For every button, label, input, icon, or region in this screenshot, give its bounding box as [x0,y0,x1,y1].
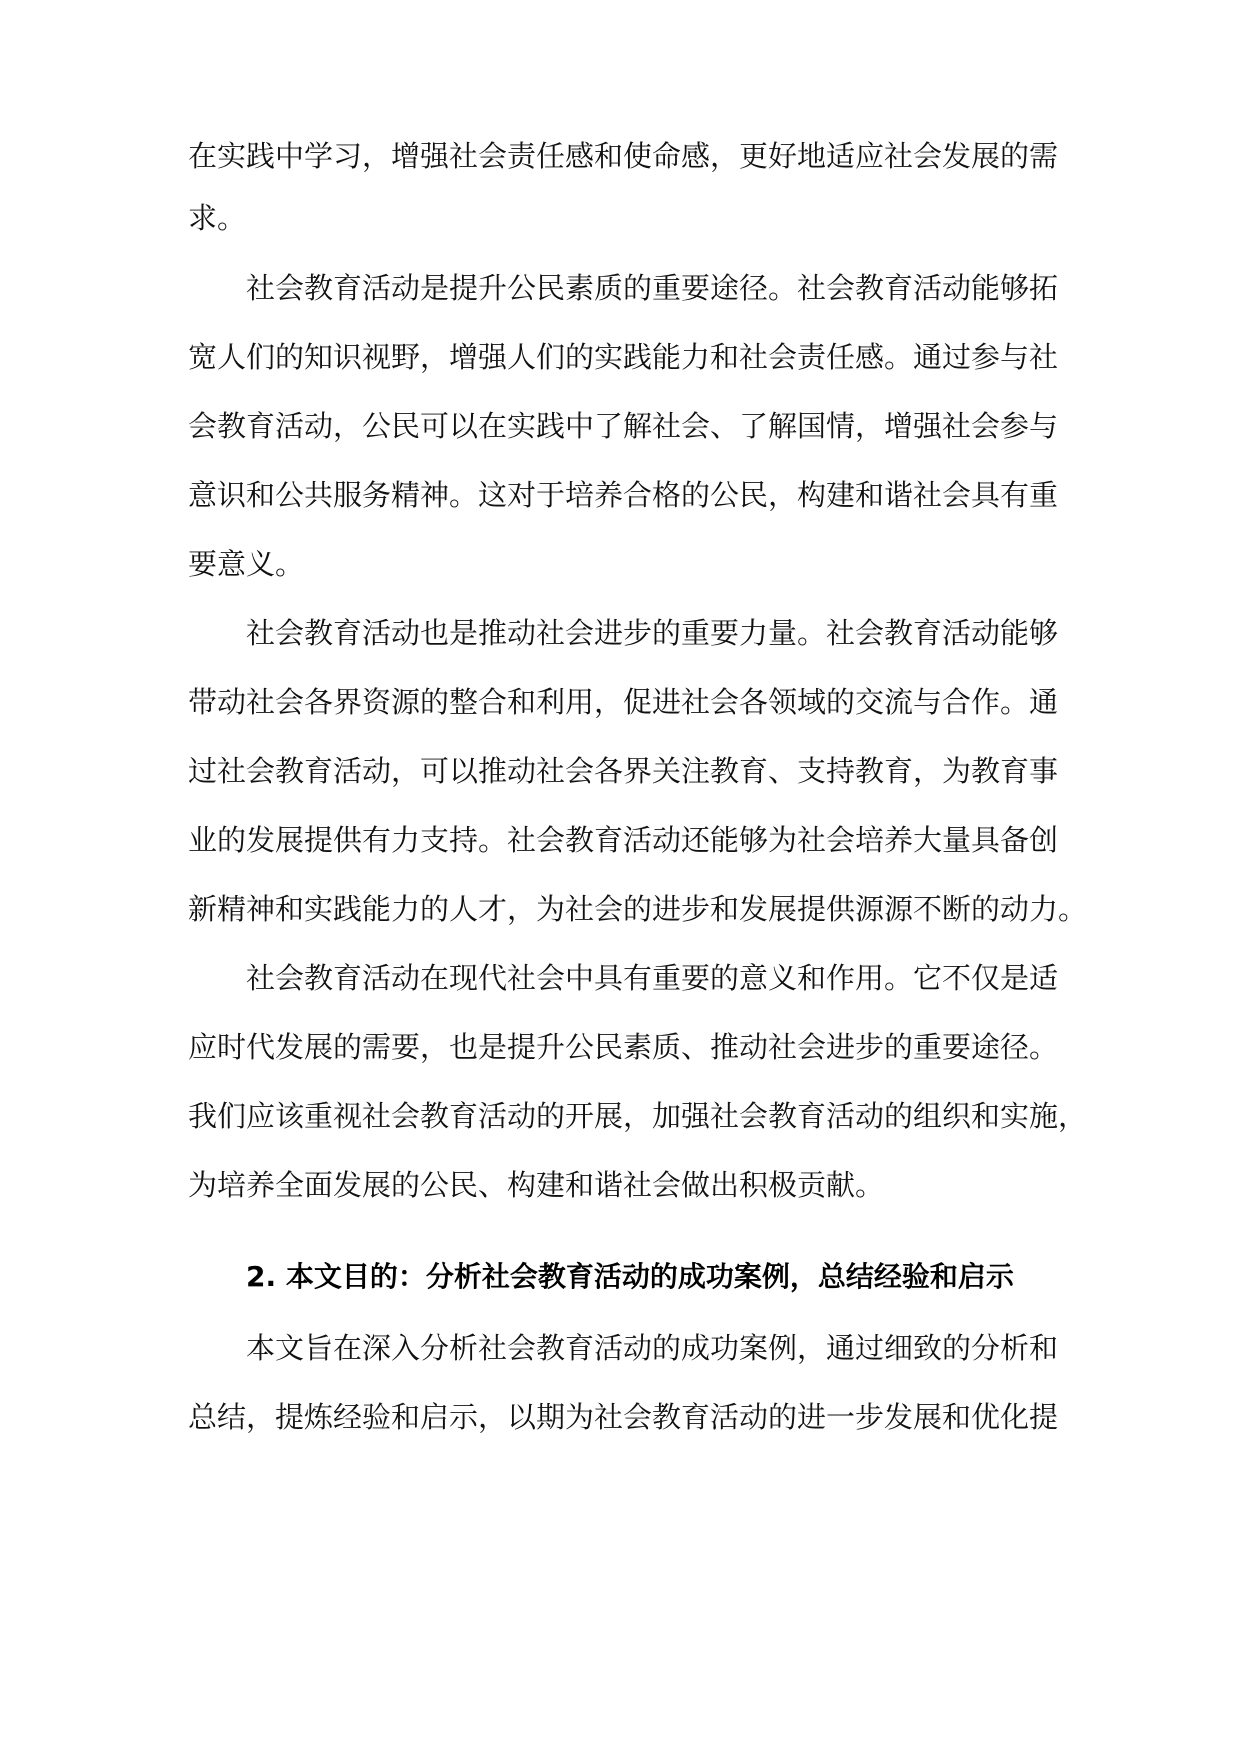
closing-paragraph-line-2: 总结，提炼经验和启示，以期为社会教育活动的进一步发展和优化提 [188,1400,1059,1434]
paragraph-4-line-3: 我们应该重视社会教育活动的开展，加强社会教育活动的组织和实施， [188,1099,1088,1133]
paragraph-2-line-3: 会教育活动，公民可以在实践中了解社会、了解国情，增强社会参与 [188,409,1059,443]
paragraph-1-line-1: 在实践中学习，增强社会责任感和使命感，更好地适应社会发展的需 [188,139,1059,173]
paragraph-3-line-3: 过社会教育活动，可以推动社会各界关注教育、支持教育，为教育事 [188,754,1059,788]
closing-paragraph-line-1: 本文旨在深入分析社会教育活动的成功案例，通过细致的分析和 [246,1331,1059,1365]
paragraph-3-line-4: 业的发展提供有力支持。社会教育活动还能够为社会培养大量具备创 [188,823,1059,857]
paragraph-2-line-1: 社会教育活动是提升公民素质的重要途径。社会教育活动能够拓 [246,271,1059,305]
paragraph-2-line-5: 要意义。 [188,547,305,581]
paragraph-3-line-5: 新精神和实践能力的人才，为社会的进步和发展提供源源不断的动力。 [188,892,1088,926]
paragraph-2-line-2: 宽人们的知识视野，增强人们的实践能力和社会责任感。通过参与社 [188,340,1059,374]
paragraph-4-line-2: 应时代发展的需要，也是提升公民素质、推动社会进步的重要途径。 [188,1030,1059,1064]
section-heading: 2. 本文目的：分析社会教育活动的成功案例，总结经验和启示 [246,1260,1014,1293]
paragraph-4-line-1: 社会教育活动在现代社会中具有重要的意义和作用。它不仅是适 [246,961,1059,995]
paragraph-1-line-2: 求。 [188,201,247,235]
paragraph-3-line-1: 社会教育活动也是推动社会进步的重要力量。社会教育活动能够 [246,616,1059,650]
paragraph-2-line-4: 意识和公共服务精神。这对于培养合格的公民，构建和谐社会具有重 [188,478,1059,512]
paragraph-4-line-4: 为培养全面发展的公民、构建和谐社会做出积极贡献。 [188,1168,885,1202]
paragraph-3-line-2: 带动社会各界资源的整合和利用，促进社会各领域的交流与合作。通 [188,685,1059,719]
